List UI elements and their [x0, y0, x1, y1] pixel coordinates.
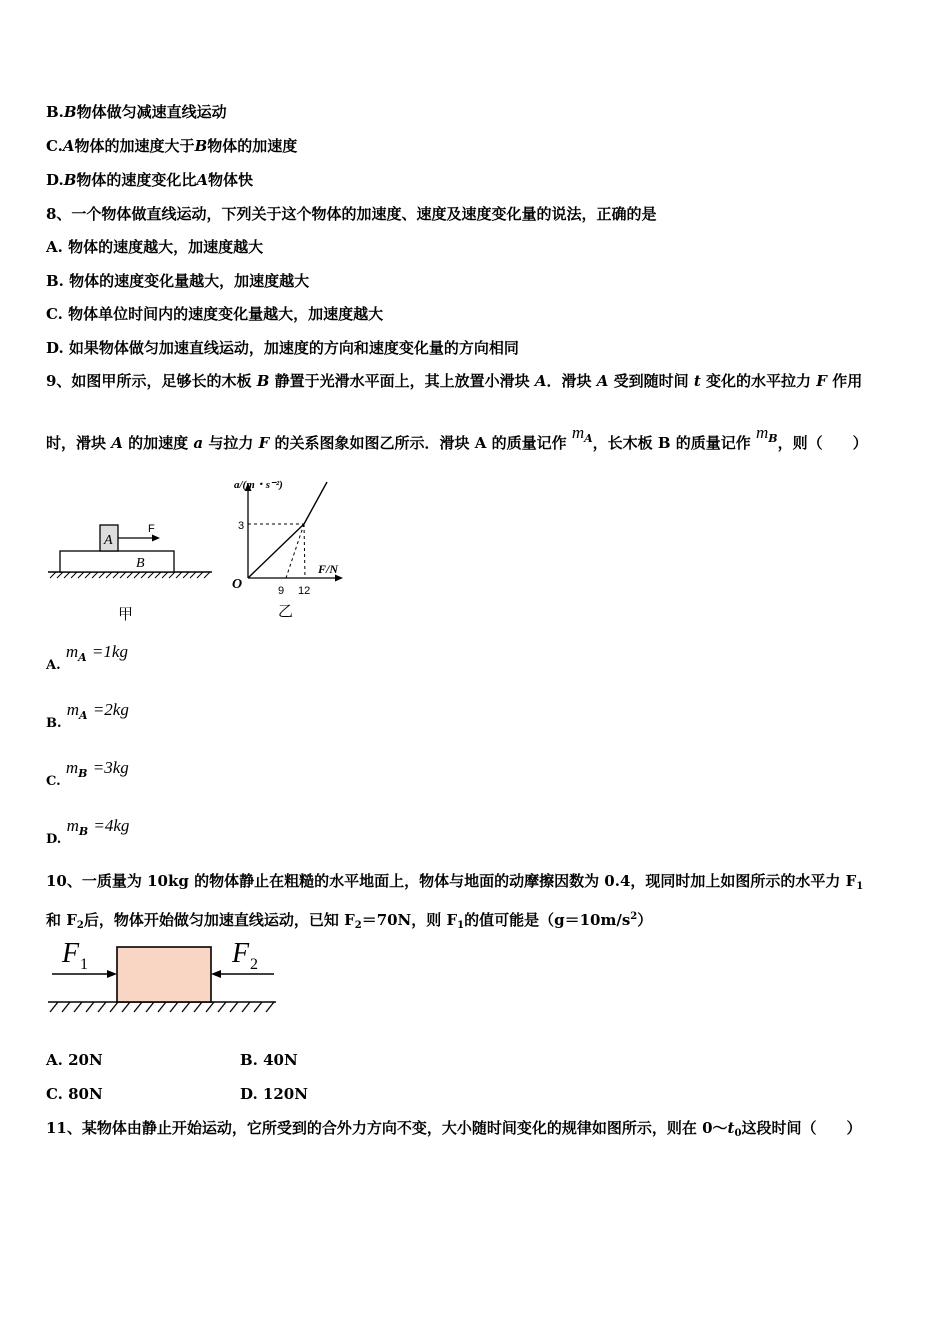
figure-jia [44, 515, 216, 625]
q7-option-c: C.A物体的加速度大于B物体的加速度 [46, 137, 298, 155]
x-tick-12: 12 [298, 585, 311, 597]
caption-yi: 乙 [278, 602, 294, 620]
q7-option-b: B.B物体做匀减速直线运动 [46, 103, 227, 121]
q9-option-d: D. $m_B =4kg$ [46, 816, 130, 847]
q10-option-a: A. 20N [46, 1051, 103, 1069]
q10-stem-line1: 10、一质量为 10kg 的物体静止在粗糙的水平地面上，物体与地面的动摩擦因数为 0.4，现同时加上如图所示的水平力 $F_1$ [46, 872, 864, 892]
q7-option-d: D.B物体的速度变化比A物体快 [46, 171, 254, 189]
y-axis-label: a/(m・s⁻²) [234, 479, 283, 491]
block [117, 947, 211, 1002]
f2-sub: 2 [250, 956, 258, 973]
q9-stem-line1: 9、如图甲所示，足够长的木板 B 静置于光滑水平面上，其上放置小滑块 A．滑块 A 受到随时间 t 变化的水平拉力 F 作用 [46, 372, 863, 390]
caption-jia: 甲 [118, 605, 134, 623]
x-tick-9: 9 [278, 585, 285, 597]
force-label: F [148, 523, 155, 535]
figure-yi [228, 474, 358, 624]
q8-option-c: C. 物体单位时间内的速度变化量越大，加速度越大 [46, 305, 384, 323]
q8-stem: 8、一个物体做直线运动，下列关于这个物体的加速度、速度及速度变化量的说法，正确的是 [46, 205, 657, 223]
q8-option-a: A. 物体的速度越大，加速度越大 [46, 238, 264, 256]
q9-option-c: C. $m_B =3kg$ [46, 758, 129, 789]
q10-option-b: B. 40N [240, 1051, 298, 1069]
q9-option-a: A. $m_A =1kg$ [46, 642, 128, 673]
q10-option-d: D. 120N [240, 1085, 308, 1103]
q8-option-d: D. 如果物体做匀加速直线运动，加速度的方向和速度变化量的方向相同 [46, 339, 519, 357]
figure-q10 [44, 934, 280, 1018]
f2-label: F [232, 938, 250, 969]
q10-option-c: C. 80N [46, 1085, 103, 1103]
q11-stem: 11、某物体由静止开始运动，它所受到的合外力方向不变，大小随时间变化的规律如图所示，则在 $0\sim t_0$这段时间（ ） [46, 1119, 862, 1139]
x-axis-label: F/N [318, 562, 339, 576]
q9-stem-line2: 时，滑块 A 的加速度 a 与拉力 F 的关系图象如图乙所示．滑块 A 的质量记作 $m_A$，长木板 B 的质量记作 $m_B$，则（ ） [46, 423, 868, 452]
q10-stem-line2: 和 $F_2$后，物体开始做匀加速直线运动，已知 $F_2=70N$，则 $F_1$的值可能是$(g=10m/s^2)$ [46, 911, 653, 931]
f1-sub: 1 [80, 956, 88, 973]
block-a-label: A [104, 533, 113, 548]
board-b-label: B [136, 556, 145, 571]
f1-label: F [62, 938, 80, 969]
origin-label: O [232, 577, 243, 592]
q9-option-b: B. $m_A =2kg$ [46, 700, 129, 731]
q8-option-b: B. 物体的速度变化量越大，加速度越大 [46, 272, 310, 290]
board-b [60, 551, 174, 572]
y-tick-3: 3 [238, 520, 245, 532]
